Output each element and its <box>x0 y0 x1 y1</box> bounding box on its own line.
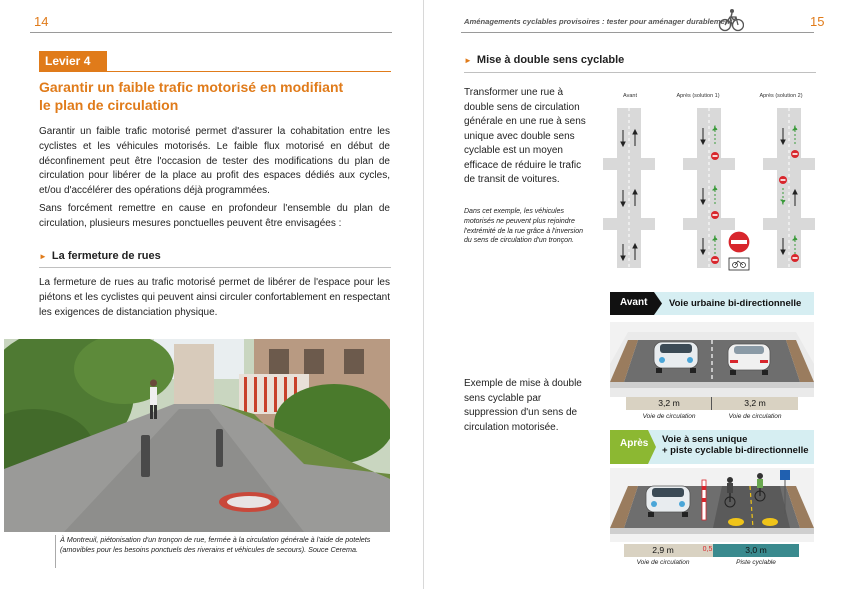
right-page <box>425 0 849 589</box>
apres-illustration <box>610 428 814 568</box>
diagram-label-apres1: Après (solution 1) <box>676 93 720 99</box>
header-rule <box>30 32 392 33</box>
left-page <box>0 0 424 589</box>
apres-band <box>610 430 814 464</box>
section-title-line1: Garantir un faible trafic motorisé en modifiant <box>39 79 344 95</box>
diagram-caption: Dans cet exemple, les véhicules motorisés ne peuvent plus rejoindre l'extrémité de la rue grâce à l'inversion du sens de circulation d'un tronçon. <box>464 208 584 245</box>
avant-width-right: 3,2 m <box>744 398 766 408</box>
apres-title <box>662 434 809 456</box>
avant-width-left: 3,2 m <box>658 398 680 408</box>
header-rule <box>461 32 814 33</box>
tag-rule <box>39 71 391 72</box>
running-header: Aménagements cyclables provisoires : tester pour aménager durablement <box>464 17 732 26</box>
lever-tag: Levier 4 <box>39 51 107 71</box>
page-number: 15 <box>810 14 825 29</box>
apres-title-line1: Voie à sens unique <box>662 434 748 445</box>
avant-illustration <box>610 292 814 425</box>
contraflow-paragraph: Transformer une rue à double sens de circulation générale en une rue à sens unique avec double sens cyclable est un moyen efficace de réduire le trafic de transit de voitures. <box>464 87 586 185</box>
avant-band <box>610 292 814 315</box>
bicycle-icon <box>718 7 744 38</box>
section-title-line2: le plan de circulation <box>39 97 179 113</box>
bicycle-lane-sign-icon <box>780 470 790 480</box>
diagram-label-apres2: Après (solution 2) <box>759 93 803 99</box>
apres-title-line2: + piste cyclable bi-directionnelle <box>662 445 809 456</box>
photo-caption: À Montreuil, piétonisation d'un tronçon de rue, fermée à la circulation générale à l'aide de potelets (amovibles pour les besoins ponctuels des riverains et véhicules de secours). Souce Cerema. <box>60 535 371 554</box>
road-closure-paragraph: La fermeture de rues au trafic motorisé permet de libérer de l'espace pour les piétons et les cyclistes qui peuvent ainsi circuler confortablement en respectant les exigences de distanciation physique. <box>39 277 390 318</box>
avant-title: Voie urbaine bi-directionnelle <box>669 298 802 309</box>
apres-road-drawing <box>610 468 814 542</box>
avant-lane-label-right: Voie de circulation <box>728 413 782 420</box>
diagram-label-avant: Avant <box>623 93 637 99</box>
apres-tag: Après <box>620 438 649 449</box>
subheading-road-closure <box>39 250 161 262</box>
caption-rule <box>55 535 56 568</box>
apres-width-road: 2,9 m <box>652 545 674 555</box>
measures-paragraph: Sans forcément remettre en cause en profondeur l'ensemble du plan de circulation, plusieurs mesures ponctuelles peuvent être envisagées : <box>39 203 390 229</box>
street-photo-illustration <box>4 339 390 532</box>
apres-width-separator: 0,5 <box>702 546 713 553</box>
street-photo <box>4 339 390 532</box>
subheading-rule <box>464 72 816 73</box>
street-diagrams <box>595 88 815 268</box>
no-entry-sign-icon <box>726 230 752 272</box>
subheading-text: Mise à double sens cyclable <box>476 54 625 66</box>
subheading-rule <box>39 267 391 268</box>
arrow-right-icon: ► <box>464 56 472 65</box>
apres-lane-label-cycle: Piste cyclable <box>736 559 776 566</box>
section-title <box>39 78 379 114</box>
example-paragraph: Exemple de mise à double sens cyclable par suppression d'un sens de circulation motorisée. <box>464 378 582 433</box>
subheading-text: La fermeture de rues <box>51 250 161 262</box>
intro-paragraph: Garantir un faible trafic motorisé permet d'assurer la cohabitation entre les cyclistes et les véhicules motorisés. Le faible flux motorisé en début de déconfinement peut être l'occasion de tester des modifications du plan de circulation pour libérer de la place au profit des espaces dédiés aux cycles, et/ou d'accélérer des opérations déjà programmées. <box>39 126 390 197</box>
apres-width-cycle: 3,0 m <box>745 545 767 555</box>
page-number: 14 <box>34 14 49 29</box>
avant-tag: Avant <box>620 297 648 308</box>
avant-lane-label-left: Voie de circulation <box>642 413 696 420</box>
apres-lane-label-road: Voie de circulation <box>636 559 690 566</box>
avant-road-drawing <box>610 322 814 397</box>
arrow-right-icon: ► <box>39 252 47 261</box>
subheading-contraflow <box>464 54 624 66</box>
